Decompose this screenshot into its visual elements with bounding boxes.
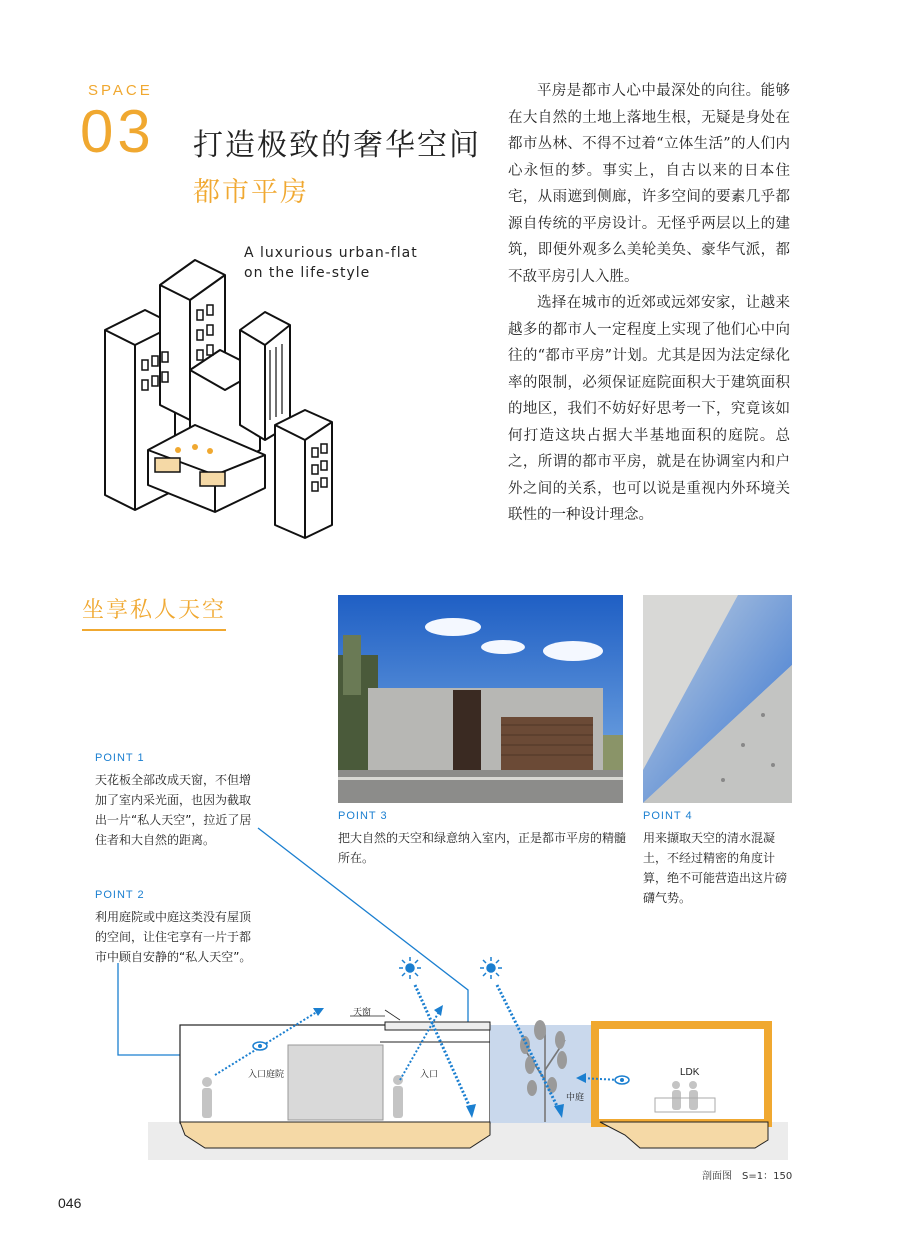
sun-icon bbox=[480, 957, 502, 979]
space-label: SPACE bbox=[88, 82, 153, 99]
label-skylight: 天窗 bbox=[353, 1008, 372, 1018]
body-paragraph-2: 选择在城市的近郊或远郊安家，让越来越多的都市人一定程度上实现了他们心中向往的“都市平房”计划。尤其是因为法定绿化率的限制，必须保证庭院面积大于建筑面积的地区，我们不妨好好思考一下，究竟该如何打造这块占据大半基地面积的庭院。总之，所谓的都市平房，就是在协调室内和户外之间的关系，也可以说是重视内外环境关联性的一种设计理念。 bbox=[508, 295, 790, 523]
body-paragraph-1: 平房是都市人心中最深处的向往。能够在大自然的土地上落地生根，无疑是身处在都市丛林、不得不过着“立体生活”的人们内心永恒的梦。事实上，自古以来的日本住宅，从雨遮到侧廊，许多空间的要素几乎都源自传统的平房设计。无怪乎两层以上的建筑，即便外观多么美轮美奂、豪华气派，都不敌平房引人入胜。 bbox=[508, 83, 790, 285]
point-1-heading: POINT 1 bbox=[95, 752, 145, 764]
point-1-leader-line bbox=[258, 828, 468, 1022]
page-title: 打造极致的奢华空间 bbox=[193, 128, 481, 163]
label-ldk: LDK bbox=[680, 1067, 700, 1078]
eye-icon bbox=[615, 1076, 629, 1084]
point-3-heading: POINT 3 bbox=[338, 810, 388, 822]
english-tagline-line2: on the life-style bbox=[244, 265, 371, 281]
point-4-heading: POINT 4 bbox=[643, 810, 693, 822]
point-3-text: 把大自然的天空和绿意纳入室内，正是都市平房的精髓所在。 bbox=[338, 831, 627, 865]
english-tagline-line1: A luxurious urban-flat bbox=[244, 245, 418, 261]
space-number: 03 bbox=[80, 98, 155, 165]
point-2-text: 利用庭院或中庭这类没有屋顶的空间，让住宅享有一片于都市中顾自安静的“私人天空”。 bbox=[95, 910, 252, 964]
point-2-heading: POINT 2 bbox=[95, 889, 145, 901]
label-entry-garden: 入口庭院 bbox=[248, 1070, 285, 1080]
label-courtyard: 中庭 bbox=[566, 1093, 585, 1103]
page-subtitle: 都市平房 bbox=[193, 177, 309, 208]
courtyard-area bbox=[490, 1025, 595, 1123]
diagram-caption: 剖面图 S=1：150 bbox=[702, 1171, 793, 1182]
page-number: 046 bbox=[58, 1195, 82, 1211]
label-entry: 入口 bbox=[420, 1070, 439, 1080]
point-1-text: 天花板全部改成天窗，不但增加了室内采光面，也因为截取出一片“私人天空”，拉近了居住者和大自然的距离。 bbox=[95, 773, 252, 847]
eye-icon bbox=[253, 1042, 267, 1050]
point-4-text: 用来撷取天空的清水混凝土，不经过精密的角度计算，绝不可能营造出这片磅礴气势。 bbox=[643, 831, 788, 905]
section-title: 坐享私人天空 bbox=[82, 593, 226, 631]
sun-icon bbox=[399, 957, 421, 979]
